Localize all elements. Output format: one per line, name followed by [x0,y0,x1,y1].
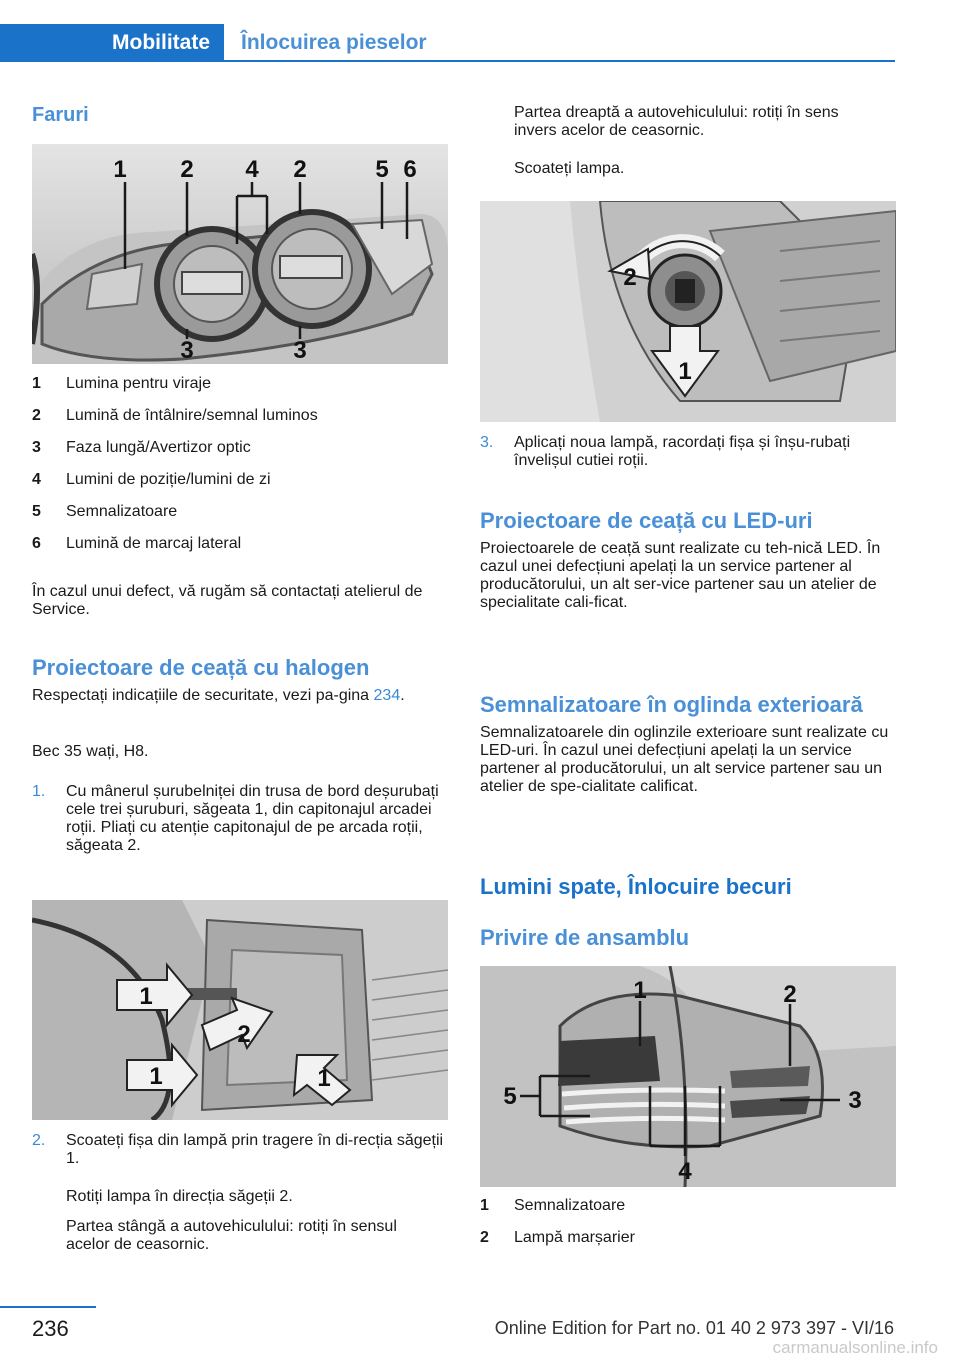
callout-2: 2 [180,156,194,183]
list-item: 2 Lumină de întâlnire/semnal luminos [32,407,318,424]
callout-1: 1 [633,977,647,1004]
page-number: 236 [32,1316,69,1341]
list-item: 2 Lampă marșarier [480,1229,635,1246]
arrow-label-1: 1 [139,983,153,1010]
safety-note: Respectați indicațiile de securitate, vezi pa‐gina 234. [32,687,405,704]
list-item: 6 Lumină de marcaj lateral [32,535,242,552]
edition-info: Online Edition for Part no. 01 40 2 973 397 - VI/16 [494,1318,894,1338]
callout-4: 4 [245,156,259,183]
left-side-instruction: Partea stângă a autovehiculului: rotiți în sensul acelor de ceasornic. [66,1218,397,1253]
arrow-label-1c: 1 [317,1065,331,1092]
arrow-label-2: 2 [237,1021,251,1048]
lamp-removal-figure [480,201,896,422]
remove-lamp-instruction: Scoateți lampa. [514,160,625,177]
page-header [0,0,960,62]
wheel-arch-figure [32,900,448,1120]
fog-halogen-heading: Proiectoare de ceață cu halogen [32,655,370,680]
overview-heading: Privire de ansamblu [480,925,690,950]
header-rule [0,60,895,62]
step-1 [32,783,448,855]
callout-4: 4 [678,1158,692,1185]
list-item: 4 Lumini de poziție/lumini de zi [32,471,271,488]
bulb-spec: Bec 35 wați, H8. [32,743,149,760]
defect-note: În cazul unui defect, vă rugăm să contactați atelierul de Service. [32,583,423,618]
right-side-instruction: Partea dreaptă a autovehiculului: rotiți în sens invers acelor de ceasornic. [514,104,839,139]
rear-lights-heading: Lumini spate, Înlocuire becuri [480,874,792,899]
step-number: 1. [32,783,46,800]
mirror-text: Semnalizatoarele din oglinzile exterioare sunt realizate cu LED-uri. În cazul unei defecțiuni apelați la un service partener al producătorului, un alt service partener sau un atelier de spe‐cialitate calificat. [480,724,889,795]
step-number: 2. [32,1132,46,1149]
callout-5: 5 [503,1083,517,1110]
callout-5: 5 [375,156,389,183]
list-item: 5 Semnalizatoare [32,503,178,520]
arrow-label-1b: 1 [149,1063,163,1090]
list-item: 3 Faza lungă/Avertizor optic [32,439,251,456]
step-text: Cu mânerul șurubelniței din trusa de bord deșurubați cele trei șuruburi, săgeata 1, din capitonajul arcadei roții. Pliați cu atenție capitonajul de pe arcada roții, săgeata 2. [66,783,439,854]
callout-3b: 3 [293,337,307,364]
arrow-label-1: 1 [678,358,692,385]
tail-light-figure [480,966,896,1187]
step-text: Scoateți fișa din lampă prin tragere în di‐recția săgeții 1. [66,1132,444,1167]
list-item: 1 Lumina pentru viraje [32,375,211,392]
list-item: 1 Semnalizatoare [480,1197,626,1214]
arrow-label-2: 2 [623,264,637,291]
tail-light-legend [480,1197,896,1261]
callout-3: 3 [180,337,194,364]
section-tab[interactable]: Înlocuirea pieselor [241,31,427,54]
page-link[interactable]: 234 [373,687,401,704]
callout-3: 3 [848,1087,862,1114]
watermark: carmanualsonline.info [772,1338,938,1357]
headlight-legend [32,375,448,567]
callout-6: 6 [403,156,417,183]
rotate-instruction: Rotiți lampa în direcția săgeții 2. [66,1188,293,1205]
callout-2b: 2 [293,156,307,183]
mirror-heading: Semnalizatoare în oglinda exterioară [480,692,863,717]
callout-2: 2 [783,981,797,1008]
fog-led-heading: Proiectoare de ceață cu LED-uri [480,508,813,533]
faruri-heading: Faruri [32,104,89,126]
chapter-tab[interactable]: Mobilitate [0,24,224,62]
footer-rule [0,1306,96,1308]
headlight-figure [32,144,448,364]
step-text: Aplicați noua lampă, racordați fișa și înșu‐rubați învelișul cutiei roții. [514,434,851,469]
step-2 [32,1132,448,1168]
step-number: 3. [480,434,494,451]
fog-led-text: Proiectoarele de ceață sunt realizate cu teh‐nică LED. În cazul unei defecțiuni apelați la un service partener al producătorului, un alt ser‐vice partener sau un atelier de specialitate cali‐ficat. [480,540,881,611]
step-3 [480,434,890,470]
callout-1: 1 [113,156,127,183]
